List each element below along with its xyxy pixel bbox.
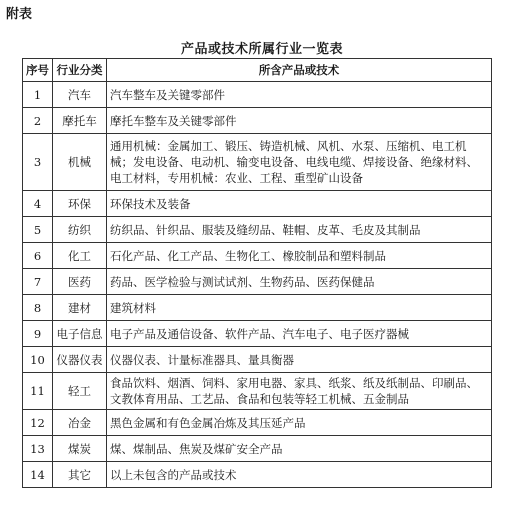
row-products: 环保技术及装备	[107, 191, 492, 217]
row-number: 14	[23, 462, 53, 488]
row-industry: 仪器仪表	[53, 347, 107, 373]
table-header-row	[23, 59, 492, 82]
row-industry: 冶金	[53, 410, 107, 436]
row-products: 建筑材料	[107, 295, 492, 321]
table-row	[23, 295, 492, 321]
row-number: 8	[23, 295, 53, 321]
row-industry: 轻工	[53, 373, 107, 410]
row-industry: 纺织	[53, 217, 107, 243]
row-industry: 煤炭	[53, 436, 107, 462]
row-industry: 化工	[53, 243, 107, 269]
header-no: 序号	[23, 59, 53, 82]
row-products: 通用机械：金属加工、锻压、铸造机械、风机、水泵、压缩机、电工机械；发电设备、电动机、输变电设备、电线电缆、焊接设备、绝缘材料、电工材料，专用机械：农业、工程、重型矿山设备	[107, 134, 492, 191]
table-row	[23, 269, 492, 295]
row-products: 以上未包含的产品或技术	[107, 462, 492, 488]
table-row	[23, 191, 492, 217]
row-industry: 汽车	[53, 82, 107, 108]
row-number: 1	[23, 82, 53, 108]
header-products: 所含产品或技术	[107, 59, 492, 82]
row-products: 电子产品及通信设备、软件产品、汽车电子、电子医疗器械	[107, 321, 492, 347]
row-industry: 环保	[53, 191, 107, 217]
row-products: 石化产品、化工产品、生物化工、橡胶制品和塑料制品	[107, 243, 492, 269]
row-products: 摩托车整车及关键零部件	[107, 108, 492, 134]
row-industry: 摩托车	[53, 108, 107, 134]
table-row	[23, 321, 492, 347]
table-row	[23, 462, 492, 488]
row-industry: 电子信息	[53, 321, 107, 347]
row-number: 6	[23, 243, 53, 269]
table-row	[23, 134, 492, 191]
row-number: 10	[23, 347, 53, 373]
row-industry: 机械	[53, 134, 107, 191]
row-number: 12	[23, 410, 53, 436]
table-row	[23, 347, 492, 373]
row-products: 汽车整车及关键零部件	[107, 82, 492, 108]
row-number: 5	[23, 217, 53, 243]
table-row	[23, 217, 492, 243]
row-industry: 建材	[53, 295, 107, 321]
row-products: 食品饮料、烟酒、饲料、家用电器、家具、纸浆、纸及纸制品、印刷品、文教体育用品、工艺品、食品和包装等轻工机械、五金制品	[107, 373, 492, 410]
table-row	[23, 243, 492, 269]
row-products: 纺织品、针织品、服装及缝纫品、鞋帽、皮革、毛皮及其制品	[107, 217, 492, 243]
row-number: 13	[23, 436, 53, 462]
row-products: 煤、煤制品、焦炭及煤矿安全产品	[107, 436, 492, 462]
row-number: 11	[23, 373, 53, 410]
row-products: 仪器仪表、计量标准器具、量具衡器	[107, 347, 492, 373]
table-row	[23, 436, 492, 462]
row-number: 4	[23, 191, 53, 217]
row-industry: 其它	[53, 462, 107, 488]
header-industry: 行业分类	[53, 59, 107, 82]
row-industry: 医药	[53, 269, 107, 295]
row-number: 3	[23, 134, 53, 191]
table-row	[23, 108, 492, 134]
row-number: 2	[23, 108, 53, 134]
row-products: 黑色金属和有色金属冶炼及其压延产品	[107, 410, 492, 436]
table-row	[23, 82, 492, 108]
document-title: 产品或技术所属行业一览表	[180, 42, 343, 57]
row-number: 7	[23, 269, 53, 295]
row-products: 药品、医学检验与测试试剂、生物药品、医药保健品	[107, 269, 492, 295]
table-row	[23, 410, 492, 436]
table-row	[23, 373, 492, 410]
row-number: 9	[23, 321, 53, 347]
appendix-label: 附表	[6, 7, 33, 22]
industry-table	[22, 58, 492, 488]
